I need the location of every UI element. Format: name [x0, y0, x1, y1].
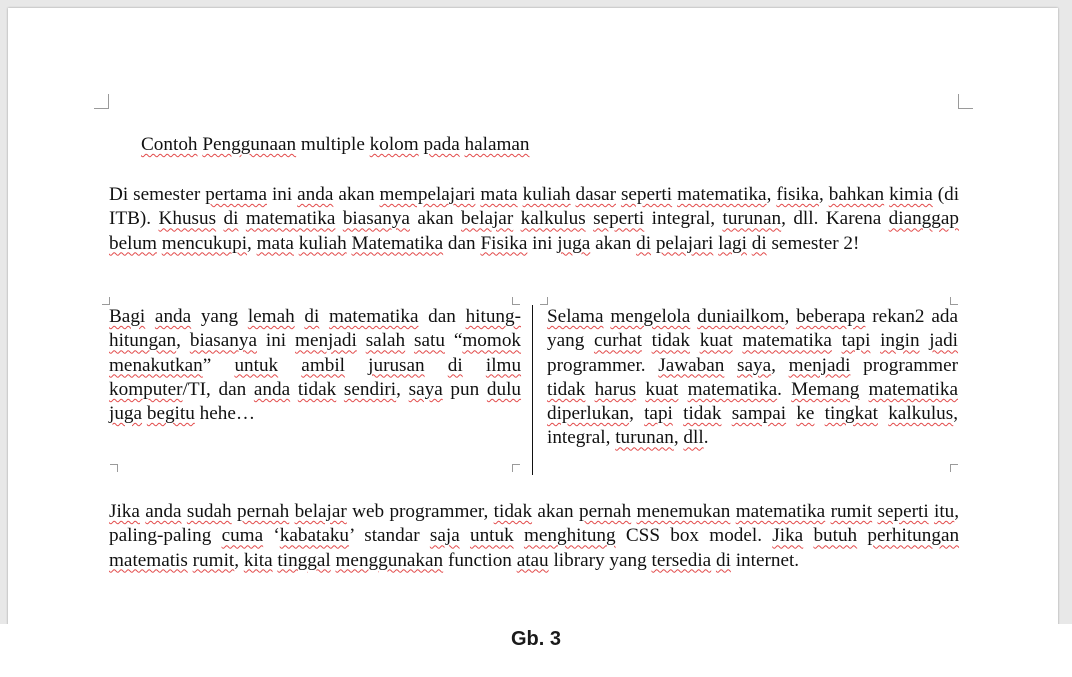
spellcheck-word[interactable]: menakutkan — [109, 354, 203, 376]
spellcheck-word[interactable]: momok — [462, 330, 522, 352]
spellcheck-word[interactable]: matematis — [109, 549, 188, 571]
spellcheck-word[interactable]: tapi — [644, 403, 673, 425]
spellcheck-word[interactable]: biasanya — [189, 330, 257, 352]
paragraph-closing[interactable]: Jika anda sudah pernah belajar web programmer, tidak akan pernah menemukan matematika rumit seperti itu, paling-paling cuma ‘kabataku’ standar saja untuk menghitung CSS box model. Jika butuh perhitungan matematis rumit, kita tinggal menggunakan function atau library yang tersedia di internet. — [109, 501, 960, 571]
spellcheck-word[interactable]: jurusan — [368, 354, 425, 376]
spellcheck-word[interactable]: di — [715, 549, 731, 571]
column-left-text[interactable]: Bagi anda yang lemah di matematika dan hitung-hitungan, biasanya ini menjadi salah satu “momok menakutkan” untuk ambil jurusan di ilmu komputer/TI, dan anda tidak sendiri, saya pun dulu juga begitu hehe… — [109, 306, 522, 425]
spellcheck-word[interactable]: ingin — [880, 330, 920, 352]
spellcheck-word[interactable]: seperti — [620, 184, 673, 205]
section-corner-top-right — [950, 297, 958, 305]
spellcheck-word[interactable]: menjadi — [295, 330, 357, 352]
spellcheck-word[interactable]: kuliah — [298, 232, 347, 254]
spellcheck-word[interactable]: itu — [934, 501, 955, 522]
spellcheck-word[interactable]: Jika — [772, 525, 804, 547]
figure-caption: Gb. 3 — [510, 628, 561, 650]
spellcheck-word[interactable]: di — [751, 232, 767, 254]
spellcheck-word[interactable]: Matematika — [351, 232, 444, 254]
spellcheck-word[interactable]: tingkat — [824, 403, 878, 425]
spellcheck-word[interactable]: Contoh — [141, 134, 198, 155]
section-corner-top-middle-left — [512, 297, 520, 305]
spellcheck-word[interactable]: kuliah — [522, 184, 571, 205]
spellcheck-word[interactable]: belajar — [461, 208, 514, 230]
section-corner-bottom-middle — [512, 464, 520, 472]
spellcheck-word[interactable]: sampai — [731, 403, 787, 425]
spellcheck-word[interactable]: ilmu — [485, 354, 522, 376]
spellcheck-word[interactable]: seperti — [593, 208, 645, 230]
spellcheck-word[interactable]: tidak — [547, 378, 586, 400]
spellcheck-word[interactable]: matematika — [742, 330, 832, 352]
spellcheck-word[interactable]: di — [223, 208, 239, 230]
spellcheck-word[interactable]: juga — [109, 403, 143, 425]
spellcheck-word[interactable]: pertama — [205, 184, 267, 205]
spellcheck-word[interactable]: kolom — [369, 134, 419, 155]
spellcheck-word[interactable]: tinggal — [277, 549, 331, 571]
spellcheck-word[interactable]: di — [304, 306, 320, 327]
spellcheck-word[interactable]: Jika — [109, 501, 140, 522]
spellcheck-word[interactable]: mengelola — [610, 306, 691, 327]
spellcheck-word[interactable]: ke — [796, 403, 815, 425]
spellcheck-word[interactable]: tapi — [841, 330, 871, 352]
spellcheck-word[interactable]: butuh — [813, 525, 858, 547]
spellcheck-word[interactable]: pelajari — [655, 232, 714, 254]
spellcheck-word[interactable]: saya — [408, 378, 443, 400]
spellcheck-word[interactable]: kuat — [645, 378, 679, 400]
spellcheck-word[interactable]: untuk — [234, 354, 279, 376]
spellcheck-word[interactable]: hitung-hitungan — [109, 306, 521, 352]
spellcheck-word[interactable]: dasar — [575, 184, 616, 205]
spellcheck-word[interactable]: pernah — [578, 501, 632, 522]
spellcheck-word[interactable]: matematika — [687, 378, 778, 400]
spellcheck-word[interactable]: salah — [365, 330, 406, 352]
spellcheck-word[interactable]: Khusus — [158, 208, 217, 230]
spellcheck-word[interactable]: matematika — [868, 378, 959, 400]
spellcheck-word[interactable]: anda — [297, 184, 334, 205]
spellcheck-word[interactable]: atau — [516, 549, 549, 571]
spellcheck-word[interactable]: juga — [557, 232, 591, 254]
spellcheck-word[interactable]: satu — [414, 330, 445, 352]
spellcheck-word[interactable]: ambil — [301, 354, 345, 376]
spellcheck-word[interactable]: Fisika — [480, 232, 528, 254]
spellcheck-word[interactable]: di — [636, 232, 652, 254]
column-divider — [532, 305, 533, 475]
spellcheck-word[interactable]: anda — [145, 501, 182, 522]
spellcheck-word[interactable]: sendiri — [343, 378, 397, 400]
spellcheck-word[interactable]: dianggap — [888, 208, 959, 230]
spellcheck-word[interactable]: mata — [480, 184, 518, 205]
spellcheck-word[interactable]: mencukupi — [161, 232, 248, 254]
spellcheck-word[interactable]: matematika — [735, 501, 826, 522]
spellcheck-word[interactable]: turunan — [722, 208, 782, 230]
document-heading[interactable]: Contoh Penggunaan multiple kolom pada halaman — [141, 134, 530, 155]
spellcheck-word[interactable]: matematika — [245, 208, 336, 230]
spellcheck-word[interactable]: mata — [256, 232, 294, 254]
spellcheck-word[interactable]: belajar — [294, 501, 347, 522]
spellcheck-word[interactable]: belum — [109, 232, 157, 254]
margin-corner-top-left — [94, 94, 109, 109]
spellcheck-word[interactable]: harus — [594, 378, 637, 400]
spellcheck-word[interactable]: perhitungan — [867, 525, 960, 547]
spellcheck-word[interactable]: kuat — [699, 330, 733, 352]
column-right-text[interactable]: Selama mengelola duniailkom, beberapa rekan2 ada yang curhat tidak kuat matematika tapi ingin jadi programmer. Jawaban saya, menjadi programmer tidak harus kuat matematika. Memang matematika diperlukan, tapi tidak sampai ke tingkat kalkulus, integral, turunan, dll. — [547, 306, 959, 449]
spellcheck-word[interactable]: cuma — [221, 525, 264, 547]
spellcheck-word[interactable]: untuk — [469, 525, 514, 547]
spellcheck-word[interactable]: pernah — [237, 501, 290, 522]
spellcheck-word[interactable]: kimia — [889, 184, 933, 205]
spellcheck-word[interactable]: menghitung — [523, 525, 616, 547]
spellcheck-word[interactable]: duniailkom — [697, 306, 785, 327]
spellcheck-word[interactable]: tidak — [651, 330, 690, 352]
spellcheck-word[interactable]: tidak — [683, 403, 722, 425]
spellcheck-word[interactable]: rumit — [192, 549, 235, 571]
spellcheck-word[interactable]: bahkan — [828, 184, 885, 205]
spellcheck-word[interactable]: anda — [154, 306, 192, 327]
spellcheck-word[interactable]: lemah — [247, 306, 295, 327]
spellcheck-word[interactable]: Penggunaan — [202, 134, 297, 155]
spellcheck-word[interactable]: tidak — [297, 378, 337, 400]
spellcheck-word[interactable]: Jawaban — [658, 354, 725, 376]
spellcheck-word[interactable]: beberapa — [796, 306, 866, 327]
spellcheck-word[interactable]: saya — [737, 354, 772, 376]
spellcheck-word[interactable]: di — [447, 354, 463, 376]
spellcheck-word[interactable]: halaman — [464, 134, 530, 155]
spellcheck-word[interactable]: curhat — [593, 330, 642, 352]
spellcheck-word[interactable]: menemukan — [636, 501, 731, 522]
spellcheck-word[interactable]: saja — [429, 525, 460, 547]
spellcheck-word[interactable]: komputer — [109, 378, 183, 400]
spellcheck-word[interactable]: mempelajari — [379, 184, 476, 205]
spellcheck-word[interactable]: Selama — [547, 306, 604, 327]
spellcheck-word[interactable]: menjadi — [788, 354, 851, 376]
spellcheck-word[interactable]: tersedia — [651, 549, 712, 571]
spellcheck-word[interactable]: anda — [253, 378, 291, 400]
section-corner-top-left — [102, 297, 110, 305]
section-corner-bottom-left — [110, 464, 118, 472]
spellcheck-word[interactable]: jadi — [929, 330, 959, 352]
spellcheck-word[interactable]: seperti — [877, 501, 929, 522]
spellcheck-word[interactable]: turunan — [615, 427, 674, 449]
spellcheck-word[interactable]: Bagi — [109, 306, 146, 327]
spellcheck-word[interactable]: Memang — [791, 378, 860, 400]
spellcheck-word[interactable]: tidak — [493, 501, 533, 522]
document-page[interactable] — [8, 8, 1058, 624]
spellcheck-word[interactable]: begitu — [146, 403, 195, 425]
spellcheck-word[interactable]: dll — [683, 427, 704, 449]
spellcheck-word[interactable]: kita — [243, 549, 273, 571]
spellcheck-word[interactable]: kabataku — [279, 525, 350, 547]
spellcheck-word[interactable]: matematika — [677, 184, 767, 205]
spellcheck-word[interactable]: sudah — [186, 501, 232, 522]
spellcheck-word[interactable]: fisika — [776, 184, 819, 205]
section-corner-bottom-right — [950, 464, 958, 472]
paragraph-intro[interactable]: Di semester pertama ini anda akan mempelajari mata kuliah dasar seperti matematika, fisika, bahkan kimia (di ITB). Khusus di matematika biasanya akan belajar kalkulus seperti integral, turunan, dll. Karena dianggap belum mencukupi, mata kuliah Matematika dan Fisika ini juga akan di pelajari lagi di semester 2! — [109, 184, 960, 254]
spellcheck-word[interactable]: dulu — [486, 378, 522, 400]
spellcheck-word[interactable]: pada — [423, 134, 460, 155]
spellcheck-word[interactable]: kalkulus — [888, 403, 954, 425]
spellcheck-word[interactable]: biasanya — [342, 208, 410, 230]
margin-corner-top-right — [958, 94, 973, 109]
spellcheck-word[interactable]: matematika — [328, 306, 419, 327]
spellcheck-word[interactable]: menggunakan — [335, 549, 444, 571]
section-corner-top-middle-right — [540, 297, 548, 305]
spellcheck-word[interactable]: kalkulus — [520, 208, 586, 230]
spellcheck-word[interactable]: lagi — [718, 232, 747, 254]
spellcheck-word[interactable]: diperlukan — [547, 403, 630, 425]
spellcheck-word[interactable]: rumit — [830, 501, 873, 522]
